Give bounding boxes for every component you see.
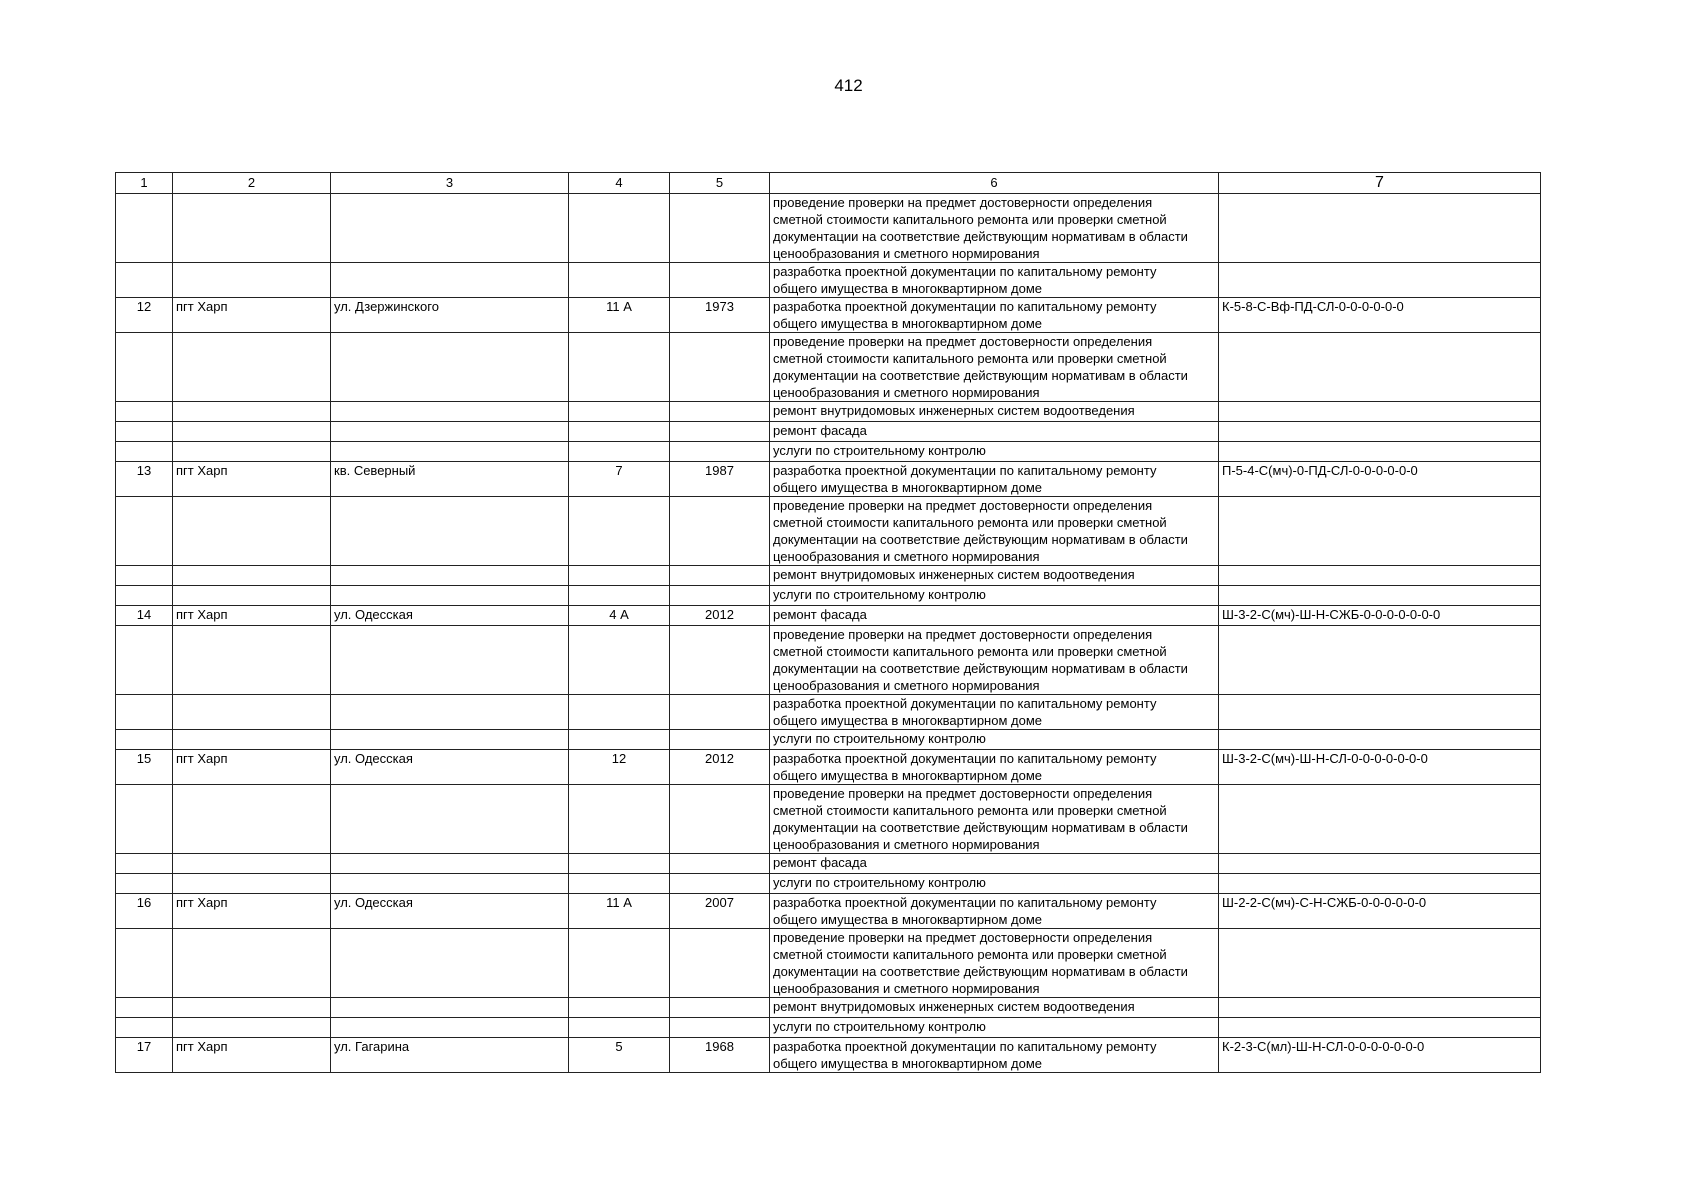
street-cell: ул. Одесская	[331, 894, 569, 929]
work-type-cell: услуги по строительному контролю	[770, 730, 1219, 750]
house-number-cell	[569, 422, 670, 442]
work-type-cell: проведение проверки на предмет достоверности определения сметной стоимости капитального ремонта или проверки сметной документации на соответствие действующим нормативам в области ценообразования и сметного нормирования	[770, 929, 1219, 998]
street-cell	[331, 626, 569, 695]
row-number-cell	[116, 263, 173, 298]
table-row	[116, 333, 1541, 402]
street-cell	[331, 263, 569, 298]
house-number-cell	[569, 785, 670, 854]
house-number-cell	[569, 497, 670, 566]
row-number-cell	[116, 422, 173, 442]
year-built-cell: 2012	[670, 606, 770, 626]
year-built-cell	[670, 586, 770, 606]
settlement-cell	[173, 1018, 331, 1038]
house-number-cell	[569, 874, 670, 894]
house-number-cell	[569, 695, 670, 730]
year-built-cell	[670, 929, 770, 998]
house-number-cell: 11 А	[569, 298, 670, 333]
year-built-cell	[670, 874, 770, 894]
year-built-cell	[670, 730, 770, 750]
table-row	[116, 894, 1541, 929]
house-code-cell	[1219, 566, 1541, 586]
house-code-cell	[1219, 1018, 1541, 1038]
table-row	[116, 194, 1541, 263]
year-built-cell	[670, 194, 770, 263]
settlement-cell	[173, 422, 331, 442]
column-header-6: 6	[770, 173, 1219, 194]
house-number-cell	[569, 263, 670, 298]
table-row	[116, 854, 1541, 874]
house-code-cell	[1219, 333, 1541, 402]
table-row	[116, 626, 1541, 695]
row-number-cell	[116, 497, 173, 566]
house-code-cell: К-2-3-С(мл)-Ш-Н-СЛ-0-0-0-0-0-0-0	[1219, 1038, 1541, 1073]
work-type-cell: услуги по строительному контролю	[770, 874, 1219, 894]
column-header-1: 1	[116, 173, 173, 194]
house-number-cell	[569, 929, 670, 998]
house-number-cell	[569, 333, 670, 402]
street-cell	[331, 874, 569, 894]
settlement-cell: пгт Харп	[173, 1038, 331, 1073]
row-number-cell	[116, 929, 173, 998]
settlement-cell	[173, 695, 331, 730]
settlement-cell	[173, 626, 331, 695]
work-type-cell: разработка проектной документации по капитальному ремонту общего имущества в многоквартирном доме	[770, 462, 1219, 497]
settlement-cell	[173, 586, 331, 606]
settlement-cell: пгт Харп	[173, 750, 331, 785]
work-type-cell: ремонт фасада	[770, 606, 1219, 626]
table-row	[116, 606, 1541, 626]
street-cell	[331, 422, 569, 442]
table-row	[116, 1018, 1541, 1038]
row-number-cell	[116, 442, 173, 462]
year-built-cell: 1987	[670, 462, 770, 497]
column-header-4: 4	[569, 173, 670, 194]
street-cell: кв. Северный	[331, 462, 569, 497]
work-type-cell: проведение проверки на предмет достоверности определения сметной стоимости капитального ремонта или проверки сметной документации на соответствие действующим нормативам в области ценообразования и сметного нормирования	[770, 333, 1219, 402]
house-number-cell	[569, 566, 670, 586]
work-type-cell: услуги по строительному контролю	[770, 1018, 1219, 1038]
house-number-cell	[569, 854, 670, 874]
work-type-cell: услуги по строительному контролю	[770, 442, 1219, 462]
work-type-cell: ремонт внутридомовых инженерных систем водоотведения	[770, 402, 1219, 422]
settlement-cell	[173, 333, 331, 402]
table-row	[116, 785, 1541, 854]
house-code-cell: Ш-3-2-С(мч)-Ш-Н-СЖБ-0-0-0-0-0-0-0	[1219, 606, 1541, 626]
work-type-cell: разработка проектной документации по капитальному ремонту общего имущества в многоквартирном доме	[770, 894, 1219, 929]
work-type-cell: разработка проектной документации по капитальному ремонту общего имущества в многоквартирном доме	[770, 750, 1219, 785]
street-cell	[331, 785, 569, 854]
table-row	[116, 586, 1541, 606]
table-body	[116, 173, 1541, 1073]
house-code-cell	[1219, 998, 1541, 1018]
table-row	[116, 874, 1541, 894]
year-built-cell	[670, 785, 770, 854]
column-header-2: 2	[173, 173, 331, 194]
row-number-cell: 12	[116, 298, 173, 333]
house-code-cell	[1219, 785, 1541, 854]
year-built-cell	[670, 402, 770, 422]
table-row	[116, 730, 1541, 750]
street-cell	[331, 929, 569, 998]
street-cell	[331, 1018, 569, 1038]
work-type-cell: ремонт внутридомовых инженерных систем водоотведения	[770, 998, 1219, 1018]
street-cell	[331, 695, 569, 730]
house-number-cell	[569, 586, 670, 606]
row-number-cell	[116, 333, 173, 402]
street-cell	[331, 998, 569, 1018]
house-code-cell	[1219, 874, 1541, 894]
settlement-cell	[173, 854, 331, 874]
settlement-cell	[173, 785, 331, 854]
street-cell: ул. Дзержинского	[331, 298, 569, 333]
house-number-cell	[569, 402, 670, 422]
page-number: 412	[834, 76, 863, 95]
year-built-cell	[670, 497, 770, 566]
house-number-cell: 7	[569, 462, 670, 497]
house-code-cell	[1219, 695, 1541, 730]
row-number-cell	[116, 626, 173, 695]
column-header-5: 5	[670, 173, 770, 194]
table-row	[116, 929, 1541, 998]
house-code-cell	[1219, 586, 1541, 606]
row-number-cell: 16	[116, 894, 173, 929]
work-type-cell: разработка проектной документации по капитальному ремонту общего имущества в многоквартирном доме	[770, 298, 1219, 333]
row-number-cell	[116, 785, 173, 854]
row-number-cell	[116, 402, 173, 422]
row-number-cell: 13	[116, 462, 173, 497]
house-code-cell: Ш-3-2-С(мч)-Ш-Н-СЛ-0-0-0-0-0-0-0	[1219, 750, 1541, 785]
row-number-cell	[116, 566, 173, 586]
house-number-cell: 5	[569, 1038, 670, 1073]
house-code-cell	[1219, 402, 1541, 422]
row-number-cell	[116, 874, 173, 894]
table-row	[116, 263, 1541, 298]
work-type-cell: разработка проектной документации по капитальному ремонту общего имущества в многоквартирном доме	[770, 695, 1219, 730]
year-built-cell	[670, 333, 770, 402]
house-number-cell	[569, 626, 670, 695]
column-header-3: 3	[331, 173, 569, 194]
settlement-cell	[173, 442, 331, 462]
year-built-cell	[670, 442, 770, 462]
header-row	[116, 173, 1541, 194]
settlement-cell	[173, 263, 331, 298]
work-type-cell: ремонт фасада	[770, 422, 1219, 442]
settlement-cell	[173, 566, 331, 586]
year-built-cell: 1968	[670, 1038, 770, 1073]
work-type-cell: проведение проверки на предмет достоверности определения сметной стоимости капитального ремонта или проверки сметной документации на соответствие действующим нормативам в области ценообразования и сметного нормирования	[770, 194, 1219, 263]
house-code-cell	[1219, 497, 1541, 566]
settlement-cell	[173, 730, 331, 750]
house-code-cell	[1219, 442, 1541, 462]
house-code-cell	[1219, 854, 1541, 874]
table-row	[116, 1038, 1541, 1073]
table-row	[116, 298, 1541, 333]
settlement-cell	[173, 402, 331, 422]
works-table	[115, 172, 1541, 1073]
year-built-cell	[670, 422, 770, 442]
settlement-cell: пгт Харп	[173, 462, 331, 497]
table-row	[116, 695, 1541, 730]
work-type-cell: ремонт фасада	[770, 854, 1219, 874]
row-number-cell	[116, 194, 173, 263]
table-row	[116, 566, 1541, 586]
street-cell	[331, 402, 569, 422]
house-number-cell	[569, 1018, 670, 1038]
row-number-cell: 17	[116, 1038, 173, 1073]
house-number-cell	[569, 442, 670, 462]
year-built-cell	[670, 263, 770, 298]
table-row	[116, 750, 1541, 785]
year-built-cell	[670, 998, 770, 1018]
settlement-cell	[173, 998, 331, 1018]
year-built-cell: 1973	[670, 298, 770, 333]
work-type-cell: разработка проектной документации по капитальному ремонту общего имущества в многоквартирном доме	[770, 263, 1219, 298]
street-cell	[331, 730, 569, 750]
house-number-cell: 11 А	[569, 894, 670, 929]
year-built-cell	[670, 854, 770, 874]
work-type-cell: проведение проверки на предмет достоверности определения сметной стоимости капитального ремонта или проверки сметной документации на соответствие действующим нормативам в области ценообразования и сметного нормирования	[770, 497, 1219, 566]
house-code-cell	[1219, 422, 1541, 442]
street-cell	[331, 194, 569, 263]
work-type-cell: проведение проверки на предмет достоверности определения сметной стоимости капитального ремонта или проверки сметной документации на соответствие действующим нормативам в области ценообразования и сметного нормирования	[770, 785, 1219, 854]
street-cell	[331, 566, 569, 586]
street-cell: ул. Гагарина	[331, 1038, 569, 1073]
house-number-cell: 12	[569, 750, 670, 785]
settlement-cell: пгт Харп	[173, 894, 331, 929]
work-type-cell: услуги по строительному контролю	[770, 586, 1219, 606]
street-cell	[331, 586, 569, 606]
settlement-cell	[173, 874, 331, 894]
house-code-cell: Ш-2-2-С(мч)-С-Н-СЖБ-0-0-0-0-0-0	[1219, 894, 1541, 929]
row-number-cell	[116, 586, 173, 606]
work-type-cell: ремонт внутридомовых инженерных систем водоотведения	[770, 566, 1219, 586]
street-cell	[331, 442, 569, 462]
street-cell	[331, 497, 569, 566]
year-built-cell	[670, 1018, 770, 1038]
row-number-cell	[116, 1018, 173, 1038]
year-built-cell: 2012	[670, 750, 770, 785]
row-number-cell	[116, 998, 173, 1018]
settlement-cell	[173, 497, 331, 566]
year-built-cell: 2007	[670, 894, 770, 929]
table-row	[116, 402, 1541, 422]
table-row	[116, 422, 1541, 442]
house-code-cell: К-5-8-С-Вф-ПД-СЛ-0-0-0-0-0-0	[1219, 298, 1541, 333]
house-code-cell	[1219, 730, 1541, 750]
work-type-cell: разработка проектной документации по капитальному ремонту общего имущества в многоквартирном доме	[770, 1038, 1219, 1073]
table-row	[116, 462, 1541, 497]
settlement-cell	[173, 194, 331, 263]
house-number-cell: 4 А	[569, 606, 670, 626]
year-built-cell	[670, 566, 770, 586]
work-type-cell: проведение проверки на предмет достоверности определения сметной стоимости капитального ремонта или проверки сметной документации на соответствие действующим нормативам в области ценообразования и сметного нормирования	[770, 626, 1219, 695]
house-code-cell	[1219, 194, 1541, 263]
year-built-cell	[670, 626, 770, 695]
street-cell: ул. Одесская	[331, 606, 569, 626]
house-code-cell	[1219, 929, 1541, 998]
row-number-cell: 14	[116, 606, 173, 626]
settlement-cell: пгт Харп	[173, 606, 331, 626]
house-code-cell	[1219, 626, 1541, 695]
house-code-cell: П-5-4-С(мч)-0-ПД-СЛ-0-0-0-0-0-0	[1219, 462, 1541, 497]
table-row	[116, 998, 1541, 1018]
house-number-cell	[569, 998, 670, 1018]
street-cell: ул. Одесская	[331, 750, 569, 785]
house-code-cell	[1219, 263, 1541, 298]
row-number-cell	[116, 730, 173, 750]
settlement-cell	[173, 929, 331, 998]
settlement-cell: пгт Харп	[173, 298, 331, 333]
table-row	[116, 442, 1541, 462]
column-header-7: 7	[1219, 173, 1541, 194]
row-number-cell	[116, 695, 173, 730]
table-row	[116, 497, 1541, 566]
street-cell	[331, 333, 569, 402]
row-number-cell: 15	[116, 750, 173, 785]
street-cell	[331, 854, 569, 874]
house-number-cell	[569, 730, 670, 750]
house-number-cell	[569, 194, 670, 263]
row-number-cell	[116, 854, 173, 874]
year-built-cell	[670, 695, 770, 730]
